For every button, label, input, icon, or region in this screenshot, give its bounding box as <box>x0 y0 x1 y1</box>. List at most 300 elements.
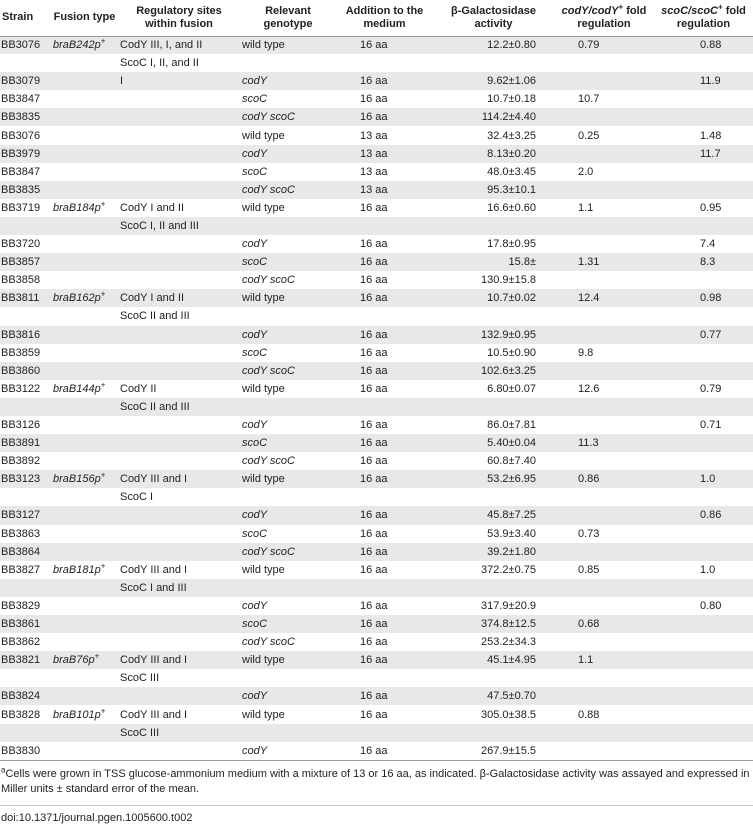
cell-genotype: codY <box>242 599 268 612</box>
cell-strain: BB3847 <box>1 165 41 178</box>
cell-beta-galactosidase: 10.5±0.90 <box>487 346 536 359</box>
cell-strain: BB3861 <box>1 618 41 631</box>
cell-fusion-type <box>51 72 118 90</box>
cell-genotype: scoC <box>242 256 268 269</box>
cell-scoc-fold: 1.0 <box>700 473 716 486</box>
cell-beta-galactosidase <box>433 669 554 687</box>
header-scoc-fold-text: fold regulation <box>676 4 746 30</box>
cell-fusion-type <box>51 307 118 325</box>
cell-genotype: scoC <box>242 527 268 540</box>
cell-beta-galactosidase: 86.0±7.81 <box>487 419 536 432</box>
cell-strain: BB3816 <box>1 328 41 341</box>
header-addition: Addition to the medium <box>345 4 424 30</box>
cell-addition: 16 aa <box>360 744 388 757</box>
cell-addition: 16 aa <box>360 473 388 486</box>
cell-beta-galactosidase: 6.80±0.07 <box>487 382 536 395</box>
cell-strain: BB3847 <box>1 93 41 106</box>
cell-genotype: codY scoC <box>242 111 295 124</box>
cell-cody-fold: 0.79 <box>578 39 600 52</box>
cell-scoc-fold: 11.7 <box>700 147 721 160</box>
cell-addition: 16 aa <box>360 382 388 395</box>
cell-cody-fold: 1.1 <box>578 654 594 667</box>
cell-cody-fold <box>554 398 654 416</box>
cell-beta-galactosidase: 53.9±3.40 <box>487 527 536 540</box>
cell-cody-fold <box>554 597 654 615</box>
cell-fusion-name: braB181p <box>53 563 101 576</box>
cell-fusion-name: braB156p <box>53 473 101 486</box>
cell-genotype: codY <box>242 238 268 251</box>
cell-beta-galactosidase <box>433 54 554 72</box>
cell-addition: 16 aa <box>360 599 388 612</box>
cell-beta-galactosidase: 305.0±38.5 <box>481 708 536 721</box>
table-row <box>0 36 753 54</box>
cell-beta-galactosidase: 253.2±34.3 <box>481 636 536 649</box>
cell-cody-fold <box>554 217 654 235</box>
cell-scoc-fold <box>654 90 753 108</box>
cell-cody-fold: 9.8 <box>578 346 594 359</box>
table-row <box>0 253 753 271</box>
cell-addition <box>336 398 433 416</box>
table-row <box>0 289 753 307</box>
table-row <box>0 742 753 760</box>
cell-strain: BB3127 <box>1 509 41 522</box>
cell-scoc-fold <box>654 434 753 452</box>
cell-fusion-type <box>51 687 118 705</box>
cell-fusion-type <box>51 253 118 271</box>
cell-regulatory-sites: ScoC I and III <box>120 581 187 594</box>
cell-scoc-fold <box>654 54 753 72</box>
cell-strain: BB3122 <box>1 382 41 395</box>
table-row <box>0 724 753 742</box>
cell-regulatory-sites <box>118 271 240 289</box>
cell-fusion-name: braB144p <box>53 382 101 395</box>
cell-cody-fold <box>554 326 654 344</box>
cell-beta-galactosidase: 130.9±15.8 <box>481 274 536 287</box>
cell-addition: 16 aa <box>360 636 388 649</box>
header-strain: Strain <box>2 11 34 24</box>
cell-fusion-type <box>51 326 118 344</box>
cell-scoc-fold: 0.79 <box>700 382 722 395</box>
cell-regulatory-sites <box>118 434 240 452</box>
cell-strain <box>0 398 51 416</box>
cell-fusion-type <box>51 434 118 452</box>
cell-strain <box>0 217 51 235</box>
cell-genotype: codY <box>242 419 268 432</box>
cell-beta-galactosidase <box>433 307 554 325</box>
cell-addition: 16 aa <box>360 527 388 540</box>
cell-strain: BB3828 <box>1 708 41 721</box>
cell-scoc-fold <box>654 705 753 723</box>
header-fusion-type: Fusion type <box>53 11 116 24</box>
cell-regulatory-sites: CodY III and I <box>120 473 188 486</box>
cell-cody-fold <box>554 579 654 597</box>
cell-regulatory-sites: ScoC II and III <box>120 400 190 413</box>
header-scoc-fold <box>654 0 753 36</box>
cell-beta-galactosidase <box>433 398 554 416</box>
cell-fusion-type <box>51 362 118 380</box>
cell-regulatory-sites <box>118 181 240 199</box>
cell-cody-fold <box>554 506 654 524</box>
cell-cody-fold: 0.68 <box>578 618 600 631</box>
cell-scoc-fold <box>654 362 753 380</box>
cell-strain: BB3824 <box>1 690 41 703</box>
table-row <box>0 145 753 163</box>
cell-scoc-fold <box>654 615 753 633</box>
header-relevant-genotype: Relevant genotype <box>263 4 313 30</box>
cell-genotype: codY <box>242 147 268 160</box>
cell-fusion-name: braB184p <box>53 201 101 214</box>
cell-strain: BB3858 <box>1 274 41 287</box>
cell-fusion-type <box>51 271 118 289</box>
cell-genotype <box>240 307 336 325</box>
cell-scoc-fold <box>654 217 753 235</box>
cell-genotype: codY scoC <box>242 455 295 468</box>
cell-scoc-fold: 7.4 <box>700 238 716 251</box>
cell-cody-fold: 0.73 <box>578 527 600 540</box>
cell-genotype <box>240 724 336 742</box>
cell-strain: BB3079 <box>1 75 41 88</box>
cell-cody-fold <box>554 108 654 126</box>
cell-addition: 16 aa <box>360 75 388 88</box>
cell-fusion-type <box>51 289 118 307</box>
cell-beta-galactosidase: 317.9±20.9 <box>481 599 536 612</box>
table-row <box>0 90 753 108</box>
header-beta-galactosidase: β-Galactosidase activity <box>451 4 536 30</box>
header-cody-fold-sup: + <box>618 2 624 12</box>
cell-fusion-type <box>51 669 118 687</box>
cell-addition: 13 aa <box>360 129 388 142</box>
cell-genotype: codY <box>242 509 268 522</box>
cell-fusion-type <box>51 597 118 615</box>
cell-beta-galactosidase: 5.40±0.04 <box>487 437 536 450</box>
cell-genotype: wild type <box>242 654 285 667</box>
cell-scoc-fold <box>654 633 753 651</box>
cell-cody-fold <box>554 181 654 199</box>
cell-cody-fold <box>554 742 654 760</box>
cell-fusion-type <box>51 398 118 416</box>
cell-strain: BB3835 <box>1 111 41 124</box>
cell-regulatory-sites <box>118 615 240 633</box>
footnote-marker: a <box>1 765 6 775</box>
cell-scoc-fold <box>654 669 753 687</box>
cell-regulatory-sites: CodY I and II <box>120 201 185 214</box>
cell-beta-galactosidase: 9.62±1.06 <box>487 75 536 88</box>
cell-strain: BB3830 <box>1 744 41 757</box>
cell-addition: 16 aa <box>360 93 388 106</box>
cell-regulatory-sites <box>118 235 240 253</box>
cell-genotype: codY <box>242 75 268 88</box>
cell-cody-fold <box>554 687 654 705</box>
cell-fusion-type <box>51 615 118 633</box>
table-row <box>0 126 753 144</box>
cell-addition: 16 aa <box>360 509 388 522</box>
cell-strain: BB3835 <box>1 183 41 196</box>
table-row <box>0 380 753 398</box>
cell-fusion-sup: + <box>100 289 106 299</box>
cell-scoc-fold: 11.9 <box>700 75 721 88</box>
cell-strain: BB3827 <box>1 563 41 576</box>
cell-fusion-type <box>51 54 118 72</box>
cell-genotype: codY <box>242 744 268 757</box>
cell-genotype: codY <box>242 328 268 341</box>
cell-scoc-fold: 0.80 <box>700 599 722 612</box>
cell-regulatory-sites <box>118 742 240 760</box>
cell-cody-fold <box>554 235 654 253</box>
cell-fusion-sup: + <box>100 36 106 46</box>
cell-fusion-type <box>51 506 118 524</box>
table-row <box>0 54 753 72</box>
cell-regulatory-sites <box>118 90 240 108</box>
cell-cody-fold <box>554 543 654 561</box>
cell-regulatory-sites <box>118 506 240 524</box>
table-footnote <box>0 761 753 806</box>
cell-strain: BB3863 <box>1 527 41 540</box>
cell-cody-fold <box>554 633 654 651</box>
cell-beta-galactosidase: 95.3±10.1 <box>487 183 536 196</box>
cell-cody-fold <box>554 145 654 163</box>
cell-addition: 16 aa <box>360 274 388 287</box>
table-row <box>0 705 753 723</box>
cell-scoc-fold <box>654 307 753 325</box>
cell-genotype <box>240 398 336 416</box>
cell-fusion-type <box>51 163 118 181</box>
table-row <box>0 307 753 325</box>
cell-fusion-sup: + <box>100 380 106 390</box>
cell-fusion-type <box>51 108 118 126</box>
cell-addition: 16 aa <box>360 328 388 341</box>
cell-regulatory-sites <box>118 452 240 470</box>
cell-beta-galactosidase <box>433 724 554 742</box>
cell-beta-galactosidase: 53.2±6.95 <box>487 473 536 486</box>
cell-strain <box>0 669 51 687</box>
cell-cody-fold <box>554 271 654 289</box>
table-body <box>0 36 753 760</box>
cell-cody-fold: 0.88 <box>578 708 600 721</box>
cell-addition: 16 aa <box>360 654 388 667</box>
cell-strain: BB3126 <box>1 419 41 432</box>
cell-addition <box>336 54 433 72</box>
table-row <box>0 687 753 705</box>
cell-regulatory-sites: CodY III and I <box>120 654 188 667</box>
cell-addition <box>336 669 433 687</box>
cell-addition: 16 aa <box>360 563 388 576</box>
cell-beta-galactosidase <box>433 217 554 235</box>
cell-beta-galactosidase: 60.8±7.40 <box>487 455 536 468</box>
table-row <box>0 488 753 506</box>
table-row <box>0 669 753 687</box>
cell-genotype: codY scoC <box>242 274 295 287</box>
cell-regulatory-sites: CodY II <box>120 382 157 395</box>
cell-genotype: wild type <box>242 292 285 305</box>
cell-cody-fold: 12.6 <box>578 382 600 395</box>
table-row <box>0 217 753 235</box>
cell-genotype: wild type <box>242 39 285 52</box>
cell-beta-galactosidase: 132.9±0.95 <box>481 328 536 341</box>
cell-genotype: codY scoC <box>242 183 295 196</box>
cell-beta-galactosidase: 16.6±0.60 <box>487 201 536 214</box>
cell-regulatory-sites: ScoC I <box>120 491 154 504</box>
cell-strain <box>0 54 51 72</box>
cell-beta-galactosidase: 10.7±0.18 <box>487 93 536 106</box>
cell-fusion-type <box>51 416 118 434</box>
cell-regulatory-sites: CodY III and I <box>120 563 188 576</box>
cell-scoc-fold <box>654 452 753 470</box>
table-row <box>0 72 753 90</box>
cell-fusion-type <box>51 705 118 723</box>
cell-addition: 16 aa <box>360 618 388 631</box>
cell-addition: 16 aa <box>360 545 388 558</box>
cell-fusion-sup: + <box>100 705 106 715</box>
table-row <box>0 597 753 615</box>
table-row <box>0 416 753 434</box>
cell-genotype: wild type <box>242 708 285 721</box>
cell-genotype: codY <box>242 690 268 703</box>
cell-fusion-type <box>51 724 118 742</box>
cell-genotype <box>240 54 336 72</box>
cell-beta-galactosidase: 102.6±3.25 <box>481 364 536 377</box>
cell-scoc-fold: 0.98 <box>700 292 722 305</box>
cell-beta-galactosidase: 12.2±0.80 <box>487 39 536 52</box>
cell-cody-fold <box>554 362 654 380</box>
cell-regulatory-sites <box>118 326 240 344</box>
cell-scoc-fold: 0.77 <box>700 328 722 341</box>
cell-strain: BB3811 <box>1 292 40 305</box>
cell-beta-galactosidase: 17.8±0.95 <box>487 238 536 251</box>
cell-regulatory-sites <box>118 253 240 271</box>
cell-scoc-fold <box>654 543 753 561</box>
cell-addition: 16 aa <box>360 690 388 703</box>
cell-genotype: scoC <box>242 165 268 178</box>
cell-genotype: scoC <box>242 437 268 450</box>
cell-strain: BB3829 <box>1 599 41 612</box>
cell-scoc-fold <box>654 344 753 362</box>
cell-regulatory-sites: I <box>120 75 124 88</box>
cell-genotype: wild type <box>242 129 285 142</box>
cell-strain <box>0 724 51 742</box>
cell-scoc-fold: 0.88 <box>700 39 722 52</box>
table-row <box>0 452 753 470</box>
table-row <box>0 163 753 181</box>
cell-beta-galactosidase <box>433 488 554 506</box>
cell-fusion-sup: + <box>100 199 106 209</box>
table-row <box>0 326 753 344</box>
cell-cody-fold: 1.1 <box>578 201 594 214</box>
table-row <box>0 543 753 561</box>
cell-cody-fold: 2.0 <box>578 165 594 178</box>
cell-regulatory-sites <box>118 126 240 144</box>
header-scoc-fold-sup: + <box>717 2 723 12</box>
cell-scoc-fold <box>654 181 753 199</box>
cell-addition: 13 aa <box>360 183 388 196</box>
cell-fusion-name: braB76p <box>53 654 95 667</box>
cell-beta-galactosidase: 267.9±15.5 <box>481 744 536 757</box>
cell-strain: BB3857 <box>1 256 41 269</box>
table-row <box>0 579 753 597</box>
cell-fusion-type <box>51 543 118 561</box>
header-cody-fold-text: fold regulation <box>577 4 647 30</box>
cell-scoc-fold <box>654 651 753 669</box>
cell-scoc-fold <box>654 108 753 126</box>
cell-fusion-type <box>51 344 118 362</box>
cell-strain: BB3892 <box>1 455 41 468</box>
cell-addition: 13 aa <box>360 165 388 178</box>
header-row <box>0 0 753 36</box>
cell-regulatory-sites: CodY III, I, and II <box>120 39 203 52</box>
cell-addition <box>336 724 433 742</box>
table-row <box>0 362 753 380</box>
table-row <box>0 506 753 524</box>
cell-regulatory-sites <box>118 416 240 434</box>
cell-strain: BB3891 <box>1 437 41 450</box>
cell-strain: BB3860 <box>1 364 41 377</box>
footnote-text: Cells were grown in TSS glucose-ammonium medium with a mixture of 13 or 16 aa, as indicated. β-Galactosidase activity was assayed and expressed in Miller units ± standard error of the mean. <box>1 767 750 795</box>
cell-regulatory-sites: CodY I and II <box>120 292 185 305</box>
cell-genotype: scoC <box>242 346 268 359</box>
cell-scoc-fold: 1.48 <box>700 129 722 142</box>
cell-beta-galactosidase: 45.1±4.95 <box>487 654 536 667</box>
table-row <box>0 344 753 362</box>
cell-genotype: wild type <box>242 563 285 576</box>
cell-genotype: codY scoC <box>242 545 295 558</box>
cell-strain: BB3862 <box>1 636 41 649</box>
cell-addition: 16 aa <box>360 111 388 124</box>
cell-genotype: wild type <box>242 382 285 395</box>
cell-strain <box>0 579 51 597</box>
cell-fusion-name: braB162p <box>53 292 101 305</box>
cell-genotype: wild type <box>242 201 285 214</box>
cell-fusion-sup: + <box>100 561 106 571</box>
cell-beta-galactosidase: 32.4±3.25 <box>487 129 536 142</box>
cell-scoc-fold: 1.0 <box>700 563 716 576</box>
table-row <box>0 181 753 199</box>
cell-addition: 16 aa <box>360 419 388 432</box>
cell-fusion-type <box>51 126 118 144</box>
cell-regulatory-sites <box>118 145 240 163</box>
cell-fusion-type <box>51 470 118 488</box>
cell-genotype <box>240 488 336 506</box>
cell-beta-galactosidase: 45.8±7.25 <box>487 509 536 522</box>
cell-beta-galactosidase: 15.8± <box>508 256 536 269</box>
cell-cody-fold <box>554 307 654 325</box>
cell-strain: BB3859 <box>1 346 41 359</box>
table-row <box>0 434 753 452</box>
cell-addition <box>336 307 433 325</box>
cell-scoc-fold: 0.86 <box>700 509 722 522</box>
cell-scoc-fold <box>654 579 753 597</box>
table-row <box>0 470 753 488</box>
header-regulatory-sites: Regulatory sites within fusion <box>136 4 222 30</box>
cell-strain: BB3864 <box>1 545 41 558</box>
cell-beta-galactosidase: 114.2±4.40 <box>481 111 536 124</box>
cell-regulatory-sites: ScoC III <box>120 726 160 739</box>
cell-addition: 16 aa <box>360 437 388 450</box>
cell-addition: 16 aa <box>360 201 388 214</box>
doi-text: doi:10.1371/journal.pgen.1005600.t002 <box>1 811 193 824</box>
cell-fusion-name: braB242p <box>53 39 101 52</box>
cell-regulatory-sites: ScoC I, II and III <box>120 219 199 232</box>
cell-strain <box>0 307 51 325</box>
table-row <box>0 398 753 416</box>
cell-addition: 16 aa <box>360 455 388 468</box>
cell-regulatory-sites <box>118 108 240 126</box>
cell-beta-galactosidase: 39.2±1.80 <box>487 545 536 558</box>
cell-fusion-type <box>51 235 118 253</box>
cell-fusion-type <box>51 742 118 760</box>
cell-fusion-sup: + <box>100 470 106 480</box>
cell-addition: 13 aa <box>360 147 388 160</box>
cell-genotype: codY scoC <box>242 364 295 377</box>
cell-addition <box>336 488 433 506</box>
